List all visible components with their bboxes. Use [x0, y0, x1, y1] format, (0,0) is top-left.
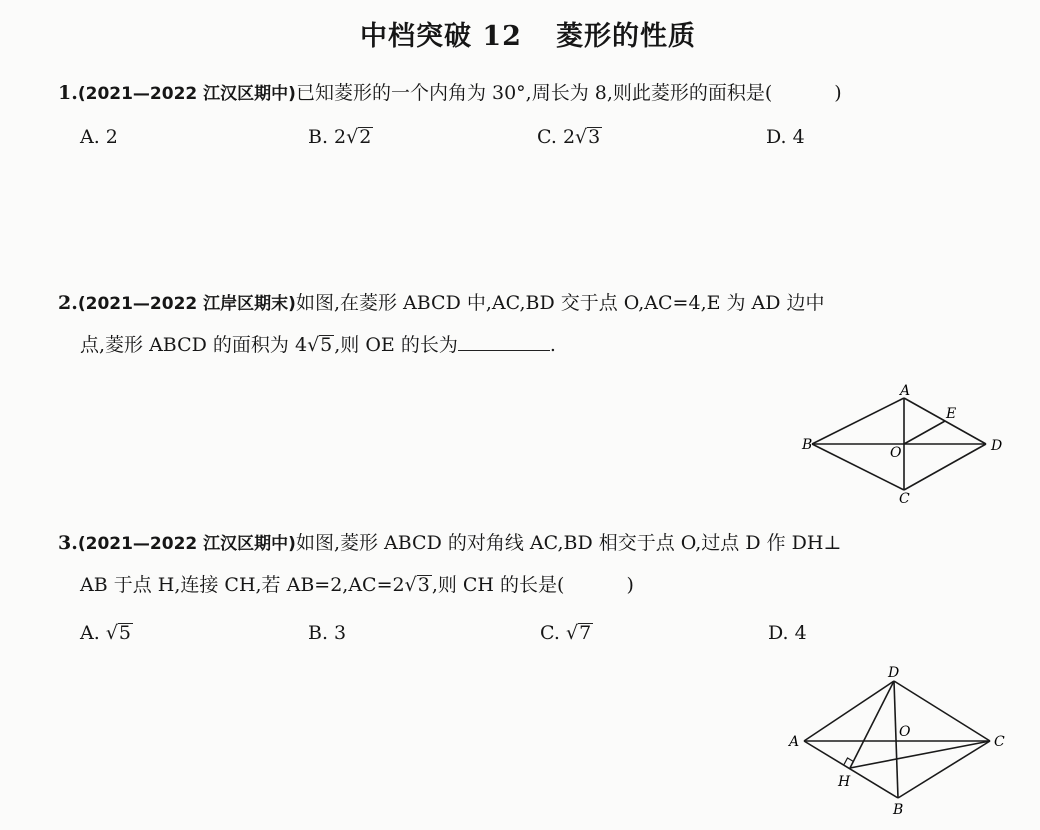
sqrt-sign: √2 — [346, 126, 372, 148]
answer-blank — [458, 332, 550, 351]
question-source: (2021—2022 江汉区期中) — [77, 84, 296, 104]
question-text: ,则 CH 的长是( — [431, 574, 565, 596]
sqrt-sign: √5 — [307, 334, 333, 356]
question-text: 已知菱形的一个内角为 30°,周长为 8,则此菱形的面积是( — [295, 82, 773, 104]
radicand: 2 — [359, 126, 372, 148]
question-number: 2. — [58, 292, 78, 314]
question-2-line-1 — [58, 290, 825, 318]
question-number: 1. — [58, 82, 78, 104]
label-d: D — [888, 665, 900, 681]
option-b — [308, 126, 373, 148]
label-b: B — [893, 802, 904, 818]
option-text: C. — [540, 622, 566, 644]
option-d: D. 4 — [768, 622, 807, 644]
label-h: H — [838, 774, 851, 790]
radicand: 5 — [320, 334, 333, 356]
rhombus-figure-2 — [790, 382, 1020, 507]
segment-dc — [904, 444, 986, 490]
label-o: O — [890, 445, 902, 461]
option-text: A. — [80, 622, 106, 644]
option-text: B. 2 — [308, 126, 347, 148]
label-d: D — [991, 438, 1003, 454]
label-c: C — [994, 734, 1005, 750]
option-b: B. 3 — [308, 622, 347, 644]
diagonal-bd — [894, 681, 898, 798]
segment-ad — [804, 681, 894, 741]
sqrt-sign: √3 — [575, 126, 601, 148]
question-source: (2021—2022 江岸区期末) — [77, 294, 296, 314]
label-b: B — [802, 437, 813, 453]
radicand: 3 — [588, 126, 601, 148]
question-text: 如图,菱形 ABCD 的对角线 AC,BD 相交于点 O,过点 D 作 DH⊥ — [295, 532, 842, 554]
title-topic: 菱形的性质 — [555, 21, 696, 52]
option-c — [537, 126, 602, 148]
sqrt-sign: √7 — [565, 622, 592, 644]
question-1 — [58, 80, 842, 108]
segment-dh — [850, 681, 894, 768]
label-o: O — [899, 724, 911, 740]
sqrt-sign: √5 — [105, 622, 132, 644]
question-1-stem — [58, 80, 842, 108]
radicand: 5 — [118, 622, 132, 644]
question-text: 点,菱形 ABCD 的面积为 4 — [80, 334, 308, 356]
segment-ba — [804, 741, 898, 798]
question-text: . — [549, 334, 556, 356]
question-text: ,则 OE 的长为 — [334, 334, 458, 356]
question-number: 3. — [58, 532, 78, 554]
question-text: 如图,在菱形 ABCD 中,AC,BD 交于点 O,AC=4,E 为 AD 边中 — [295, 292, 825, 314]
option-a: A. 2 — [80, 126, 118, 148]
rhombus-figure-3 — [780, 664, 1020, 822]
label-c: C — [899, 491, 910, 507]
label-a: A — [900, 383, 911, 399]
label-e: E — [946, 406, 957, 422]
question-2 — [58, 290, 825, 359]
title-main: 中档突破 12 — [360, 21, 522, 52]
segment-oe — [904, 421, 945, 444]
option-a — [80, 622, 133, 644]
segment-ba — [812, 398, 904, 444]
option-d: D. 4 — [766, 126, 805, 148]
question-source: (2021—2022 江汉区期中) — [77, 534, 296, 554]
label-a: A — [789, 734, 800, 750]
question-2-line-2 — [58, 332, 825, 359]
answer-paren-close: ) — [834, 82, 842, 104]
radicand: 3 — [417, 574, 430, 596]
question-text: AB 于点 H,连接 CH,若 AB=2,AC=2 — [80, 574, 405, 596]
answer-paren-close: ) — [626, 574, 634, 596]
option-c — [540, 622, 593, 644]
radicand: 7 — [579, 622, 592, 644]
question-3-line-2 — [58, 572, 841, 599]
sqrt-sign: √3 — [404, 574, 430, 596]
page-title — [0, 14, 1040, 53]
question-3-line-1 — [58, 530, 841, 558]
option-text: C. 2 — [537, 126, 576, 148]
question-3 — [58, 530, 841, 599]
